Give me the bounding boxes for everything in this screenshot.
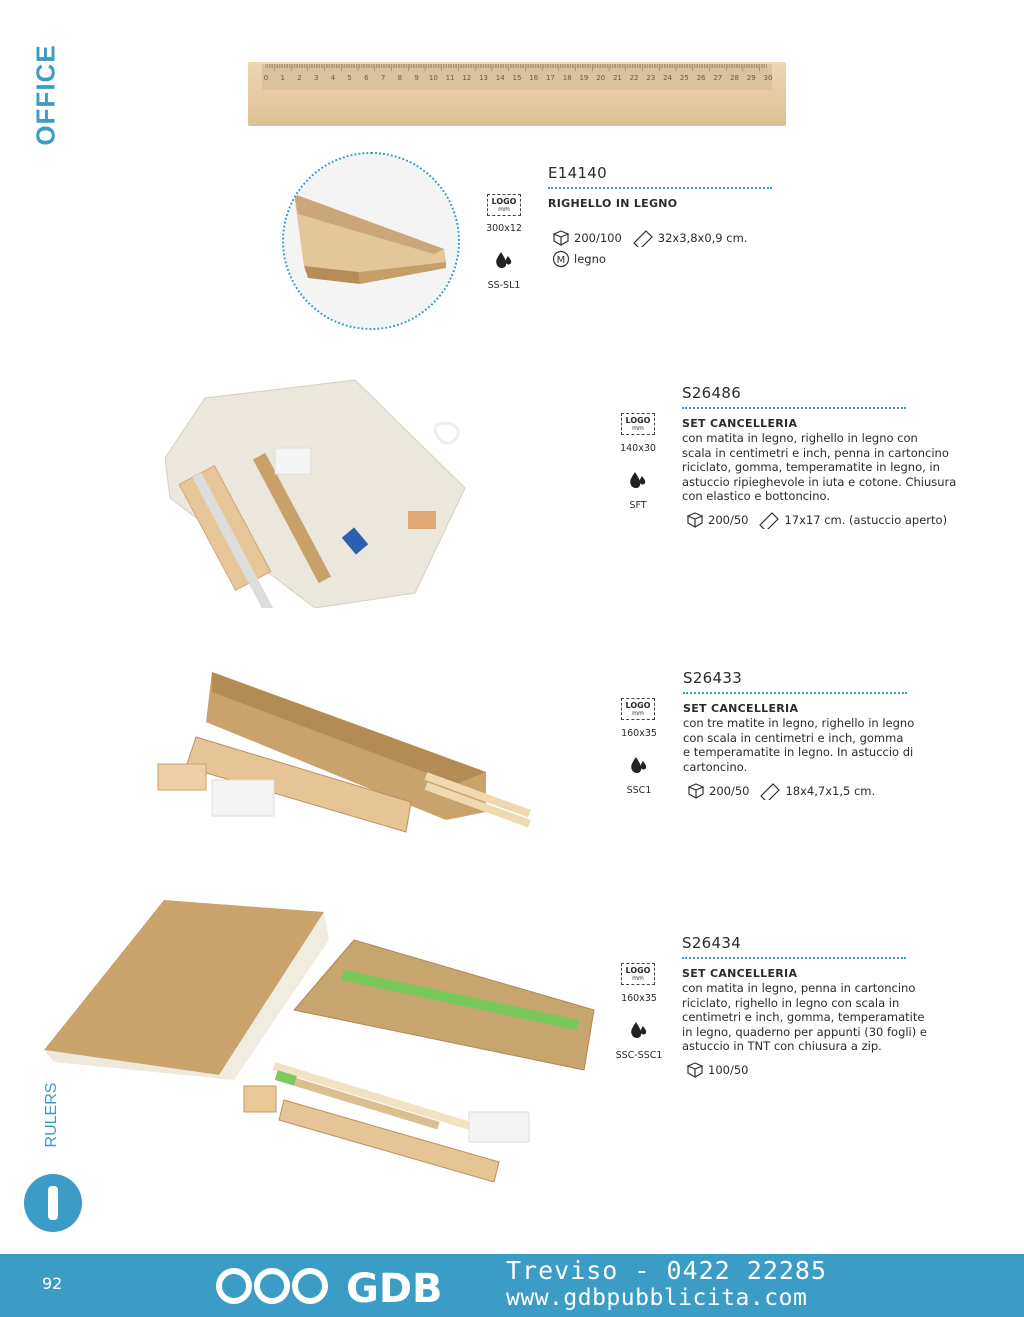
print-method: SFT [629,500,647,511]
imprint-size: 160x35 [621,728,657,739]
material-m-icon [552,250,570,268]
product-description: con matita in legno, penna in cartoncino riciclato, righello in legno con scala in centimetri e inch, gomma, temperamatite in legno, quaderno per appunti (30 fogli) e astuccio in TNT con chiusura a zip. [682,981,927,1054]
divider [683,692,907,694]
ruler-scale-label: 9 [414,74,419,82]
product-code: E14140 [548,164,607,182]
ruler-scale-label: 16 [529,74,539,82]
packing-spec: 200/100 32x3,8x0,9 cm. [552,229,747,247]
product-description: con tre matite in legno, righello in legno con scala in centimetri e inch, gomma e temperamatite in legno. In astuccio di cartoncino. [683,716,915,774]
product-code: S26486 [682,384,742,402]
section-label: OFFICE [30,44,61,146]
ruler-scale-label: 26 [696,74,706,82]
ruler-scale-label: 8 [397,74,403,82]
ruler-scale-label: 23 [646,74,656,82]
product-code: S26434 [682,934,742,952]
ruler-scale-label: 7 [380,74,386,82]
print-method: SSC1 [626,785,652,796]
print-method: SSC-SSC1 [615,1050,663,1061]
ruler-scale-label: 25 [679,74,689,82]
product-title: RIGHELLO IN LEGNO [548,197,678,210]
ruler-scale-label: 13 [479,74,488,82]
page-number: 92 [42,1274,63,1293]
svg-text:M: M [556,255,566,266]
svg-text:GDB: GDB [346,1266,443,1310]
product-title: SET CANCELLERIA [682,967,798,980]
ruler-scale-label: 2 [297,74,302,82]
footer-bar [0,1254,1024,1317]
divider [682,957,906,959]
packing-spec: 200/50 17x17 cm. (astuccio aperto) [686,511,947,529]
product-title: SET CANCELLERIA [683,702,799,715]
ruler-scale-label: 1 [280,74,285,82]
kraft-box-stationery-set-image [156,672,540,834]
ruler-detail-image [282,152,460,330]
logo-imprint-box: LOGO mm [487,194,521,216]
category-label: RULERS [43,1082,60,1148]
box-icon [687,782,705,800]
material-spec: M legno [552,250,606,268]
ruler-scale-label: 21 [612,74,622,82]
cloth-stationery-set-image [165,378,475,608]
product-title: SET CANCELLERIA [682,417,798,430]
box-icon [552,229,570,247]
imprint-size: 140x30 [620,443,656,454]
ruler-scale-label: 20 [596,74,606,82]
product-code: S26433 [683,669,743,687]
website-link[interactable]: www.gdbpubblicita.com [506,1285,808,1311]
imprint-size: 300x12 [486,223,522,234]
ruler-scale-label: 14 [495,74,505,82]
ruler-scale-label: 19 [579,74,589,82]
ruler-scale-label: 28 [730,74,739,82]
wooden-ruler-image [248,62,786,126]
notebook-stationery-set-image [44,900,600,1182]
ruler-scale-label: 5 [347,74,352,82]
ruler-scale-label: 24 [663,74,673,82]
ruler-scale-label: 27 [713,74,723,82]
box-icon [686,1061,704,1079]
ruler-scale-label: 29 [746,74,756,82]
ruler-icon [758,511,780,529]
ruler-scale-label: 22 [629,74,639,82]
ruler-icon [759,782,781,800]
ruler-scale-label: 6 [364,74,369,82]
imprint-size: 160x35 [621,993,657,1004]
ruler-scale-label: 4 [330,74,336,82]
ruler-scale-label: 15 [512,74,522,82]
box-icon [686,511,704,529]
packing-spec: 200/50 18x4,7x1,5 cm. [687,782,875,800]
ruler-scale-label: 0 [263,74,269,82]
ruler-scale-label: 12 [462,74,472,82]
packing-spec: 100/50 [686,1061,748,1079]
ruler-scale-label: 30 [763,74,773,82]
divider [682,407,906,409]
logo-imprint-box: LOGO mm [621,963,655,985]
logo-imprint-box: LOGO mm [621,413,655,435]
logo-imprint-box: LOGO mm [621,698,655,720]
product-description: con matita in legno, righello in legno con scala in centimetri e inch, penna in cartoncino riciclato, gomma, temperamatite in legno, in astuccio ripieghevole in iuta e cotone. Chiusura con elastico e bottoncino. [682,431,957,504]
ink-drop-icon [630,755,648,775]
ruler-scale-label: 17 [546,74,555,82]
ruler-scale-label: 11 [445,74,455,82]
ink-drop-icon [495,250,513,270]
ink-drop-icon [630,1020,648,1040]
ink-drop-icon [629,470,647,490]
divider [548,187,772,189]
ruler-scale-label: 18 [562,74,572,82]
ruler-scale-label: 10 [428,74,438,82]
print-method: SS-SL1 [487,280,521,291]
ruler-scale-label: 3 [313,74,319,82]
contact-phone: Treviso - 0422 22285 [506,1256,828,1285]
gdb-logo [210,1262,490,1310]
ruler-category-icon [24,1174,82,1232]
ruler-icon [632,229,654,247]
